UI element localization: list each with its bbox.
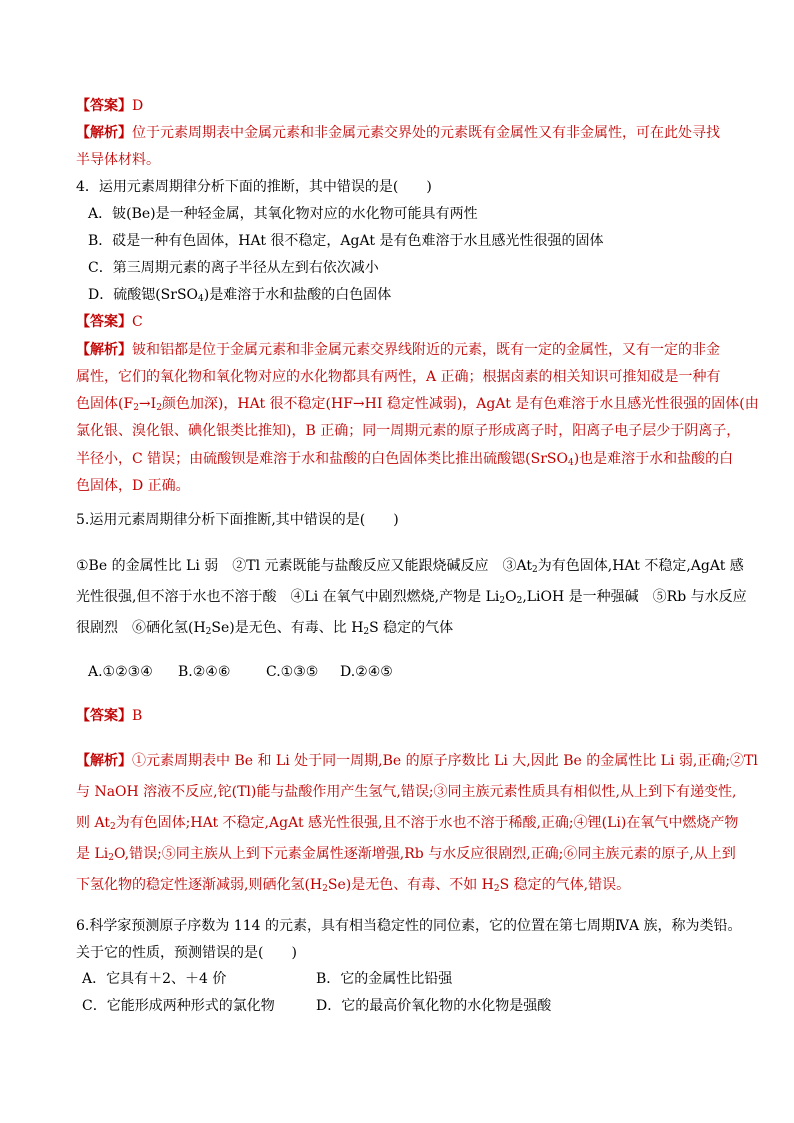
q5-analysis-line-5: 下氢化物的稳定性逐渐减弱,则硒化氢$(H_2Se)$是无色、有毒、不如 $H_2S$ 稳定的气体,错误。 xyxy=(76,877,631,894)
q3-analysis-line-2: 半导体材料。 xyxy=(76,152,160,168)
q5-option-d: D.②④⑤ xyxy=(340,664,393,680)
q6-option-b: B．它的金属性比铅强 xyxy=(316,971,453,987)
q6-option-a: A．它具有＋2、＋4 价 xyxy=(82,971,227,987)
q3-answer-line xyxy=(76,96,143,116)
answer-label: 【答案】 xyxy=(76,314,132,330)
q4-analysis-line-4: 氯化银、溴化银、碘化银类比推知)，B 正确；同一周期元素的原子形成离子时，阳离子电子层少于阴离子， xyxy=(76,423,741,439)
q4-option-d: D．硫酸锶(SrSO$_4$)是难溶于水和盐酸的白色固体 xyxy=(88,287,392,304)
q4-analysis-line-5: 半径小，C 错误；由硫酸钡是难溶于水和盐酸的白色固体类比推出硫酸锶(SrSO$_4$)也是难溶于水和盐酸的白 xyxy=(76,451,734,468)
q4-analysis-line-3: 色固体($F_2\to I_2$颜色加深)，HAt 很不稳定(HF→HI 稳定性减弱)，AgAt 是有色难溶于水且感光性很强的固体(由 xyxy=(76,396,759,413)
analysis-label: 【解析】 xyxy=(76,125,132,141)
q5-statement-line-2: 光性很强,但不溶于水也不溶于酸 ④Li 在氧气中剧烈燃烧,产物是 $Li_2O_2,LiOH$ 是一种强碱 ⑤Rb 与水反应 xyxy=(76,589,747,606)
q6-option-d: D．它的最高价氧化物的水化物是强酸 xyxy=(316,998,552,1014)
q4-answer: C xyxy=(132,314,143,330)
q5-statement-line-1: ①Be 的金属性比 Li 弱 ②Tl 元素既能与盐酸反应又能跟烧碱反应 $③At_2$为有色固体,HAt 不稳定,AgAt 感 xyxy=(76,558,744,575)
q3-analysis-line-1: 【解析】位于元素周期表中金属元素和非金属元素交界处的元素既有金属性又有非金属性，可在此处寻找 xyxy=(76,125,720,141)
q4-option-b: B．砹是一种有色固体，HAt 很不稳定，AgAt 是有色难溶于水且感光性很强的固体 xyxy=(88,233,604,249)
q4-stem: 4．运用元素周期律分析下面的推断，其中错误的是( ) xyxy=(76,179,432,195)
q5-analysis-line-1: 【解析】①元素周期表中 Be 和 Li 处于同一周期,Be 的原子序数比 Li 大,因此 Be 的金属性比 Li 弱,正确;②Tl xyxy=(76,753,758,769)
q4-option-c: C．第三周期元素的离子半径从左到右依次减小 xyxy=(88,260,379,276)
q5-answer: B xyxy=(132,708,143,724)
q5-option-b: B.②④⑥ xyxy=(178,664,231,680)
q5-option-c: C.①③⑤ xyxy=(266,664,319,680)
q4-answer-line xyxy=(76,312,143,332)
q5-stem: 5.运用元素周期律分析下面推断,其中错误的是( ) xyxy=(76,512,399,528)
q4-analysis-line-6: 色固体，D 正确。 xyxy=(76,478,190,494)
q6-stem-line-2: 关于它的性质，预测错误的是( ) xyxy=(76,945,297,961)
q6-stem-line-1: 6.科学家预测原子序数为 114 的元素，具有相当稳定性的同位素，它的位置在第七周期ⅣA 族，称为类铅。 xyxy=(76,918,742,934)
q4-option-a: A．铍(Be)是一种轻金属，其氧化物对应的水化物可能具有两性 xyxy=(88,206,478,222)
q3-answer: D xyxy=(132,98,144,114)
q5-statement-line-3: 很剧烈 ⑥硒化氢$(H_2Se)$是无色、有毒、比 $H_2S$ 稳定的气体 xyxy=(76,620,454,637)
q5-analysis-line-4: 是 $Li_2O$,错误;⑤同主族从上到下元素金属性逐渐增强,Rb 与水反应很剧烈,正确;⑥同主族元素的原子,从上到 xyxy=(76,846,736,863)
q6-option-c: C．它能形成两种形式的氯化物 xyxy=(82,998,275,1014)
q4-analysis-line-2: 属性，它们的氧化物和氧化物对应的水化物都具有两性，A 正确；根据卤素的相关知识可推知砹是一种有 xyxy=(76,369,721,385)
answer-label: 【答案】 xyxy=(76,708,132,724)
q5-answer-line xyxy=(76,706,142,726)
answer-label: 【答案】 xyxy=(76,98,132,114)
q5-analysis-line-2: 与 NaOH 溶液不反应,铊(Tl)能与盐酸作用产生氢气,错误;③同主族元素性质具有相似性,从上到下有递变性, xyxy=(76,784,737,800)
q5-option-a: A.①②③④ xyxy=(88,664,153,680)
q5-analysis-line-3: 则 $At_2$为有色固体;HAt 不稳定,AgAt 感光性很强,且不溶于水也不溶于稀酸,正确;④锂(Li)在氧气中燃烧产物 xyxy=(76,815,739,832)
q4-analysis-line-1: 【解析】铍和铝都是位于金属元素和非金属元素交界线附近的元素，既有一定的金属性，又有一定的非金 xyxy=(76,342,720,358)
